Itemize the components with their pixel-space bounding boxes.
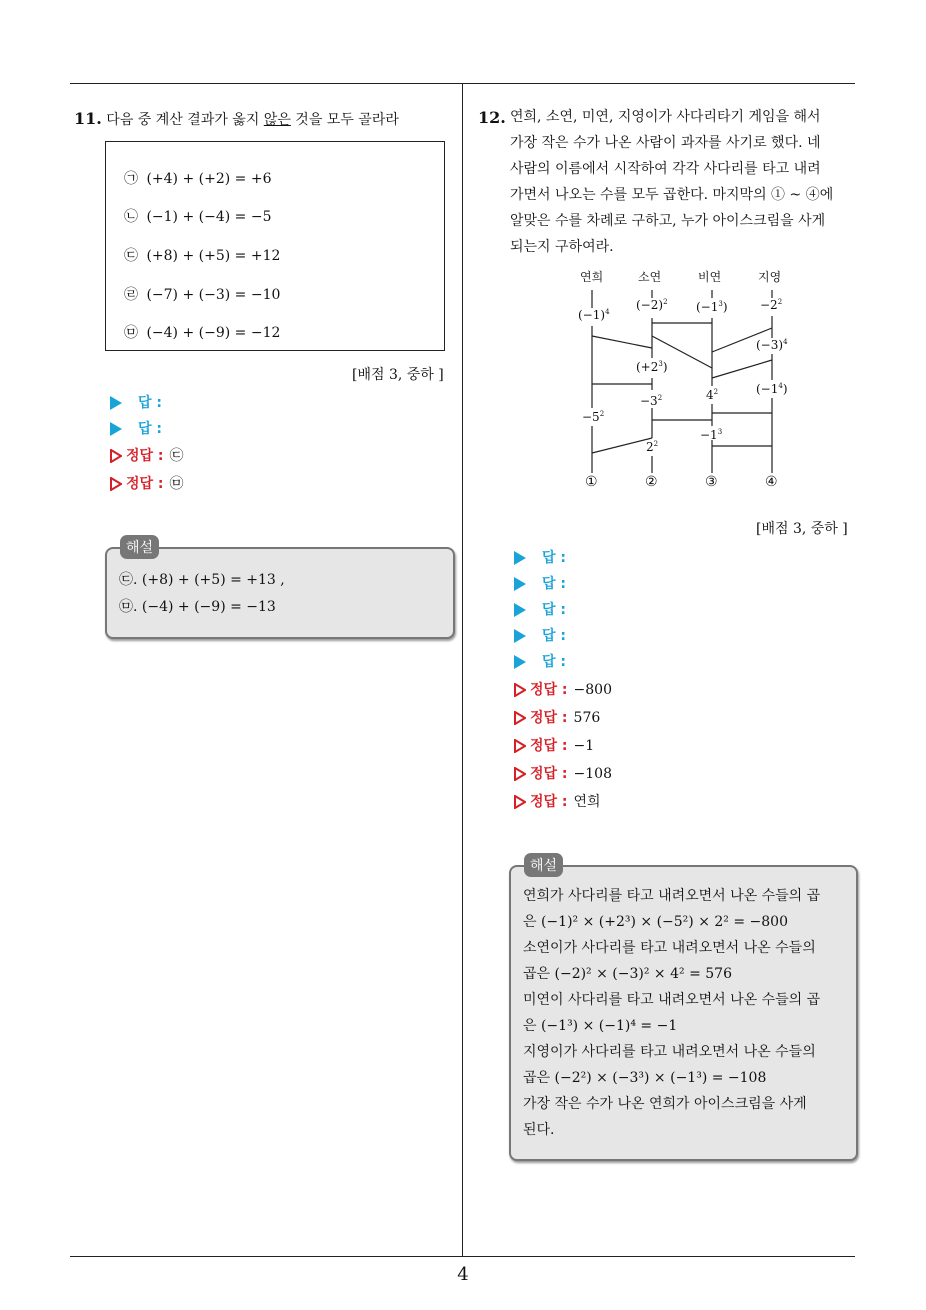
- q12-answer-row[interactable]: 답 :: [514, 573, 566, 593]
- q11-answer-row[interactable]: 답 :: [110, 418, 162, 438]
- play-icon: [514, 551, 526, 565]
- ladder-value: $(-1)^4$: [578, 308, 610, 322]
- play-icon: [110, 396, 122, 410]
- q11-explanation-line: ㉤. (−4) + (−9) = −13: [119, 599, 276, 615]
- q12-explanation-line: 지영이가 사다리를 타고 내려오면서 나온 수들의: [523, 1044, 816, 1060]
- q11-option: ㉢ (+8) + (+5) = +12: [124, 248, 281, 264]
- ladder-value: $(-3)^4$: [756, 338, 788, 352]
- q12-explanation-line: 된다.: [523, 1122, 555, 1138]
- ladder-diagram: [570, 268, 800, 493]
- play-icon: [514, 629, 526, 643]
- ladder-bottom: ③: [705, 474, 718, 490]
- page-number: 4: [457, 1264, 469, 1285]
- ladder-bottom: ①: [585, 474, 598, 490]
- outline-triangle-icon: [514, 683, 526, 697]
- play-icon: [514, 603, 526, 617]
- outline-triangle-icon: [514, 711, 526, 725]
- column-divider: [462, 83, 463, 1257]
- ladder-name: 지영: [758, 270, 782, 284]
- outline-triangle-icon: [514, 767, 526, 781]
- ladder-value: $(-1^3)$: [696, 300, 728, 314]
- ladder-value: $-2^2$: [760, 298, 783, 312]
- q11-number: 11.: [74, 109, 102, 128]
- ladder-value: $-3^2$: [640, 394, 663, 408]
- q11-score: [배점 3, 중하 ]: [352, 367, 444, 383]
- q11-explanation-box: [105, 547, 455, 639]
- q12-answer-row[interactable]: 답 :: [514, 599, 566, 619]
- q11-explanation-tag: 해설: [120, 535, 159, 559]
- ladder-value: $4^2$: [706, 388, 719, 402]
- q12-text: 연희, 소연, 미연, 지영이가 사다리타기 게임을 해서 가장 작은 수가 나온 사람이 과자를 사기로 했다. 네 사람의 이름에서 시작하여 각각 사다리를 타고 내려 가면서 나오는 수를 모두 곱한다. 마지막의 ① ~ ④에 알맞은 수를 차례로 구하고, 누가 아이스크림을 사게 되는지 구하여라.: [510, 109, 834, 255]
- q12-answer-row[interactable]: 답 :: [514, 651, 566, 671]
- q12-answer-row[interactable]: 답 :: [514, 625, 566, 645]
- outline-triangle-icon: [110, 477, 122, 491]
- ladder-value: $-1^3$: [700, 428, 723, 442]
- q12-explanation-line: 연희가 사다리를 타고 내려오면서 나온 수들의 곱: [523, 888, 821, 904]
- q12-explanation-line: 곱은 (−2²) × (−3³) × (−1³) = −108: [523, 1070, 767, 1086]
- ladder-value: $2^2$: [646, 440, 659, 454]
- ladder-value: $-5^2$: [582, 410, 605, 424]
- q12-correct-row: 정답 : −800: [514, 679, 612, 699]
- q12-correct-row: 정답 : −108: [514, 763, 612, 783]
- q12-score: [배점 3, 중하 ]: [756, 521, 848, 537]
- q11-option: ㉣ (−7) + (−3) = −10: [124, 287, 281, 303]
- q12-answer-row[interactable]: 답 :: [514, 547, 566, 567]
- q12-explanation-line: 가장 작은 수가 나온 연희가 아이스크림을 사게: [523, 1096, 807, 1112]
- q12-explanation-line: 미연이 사다리를 타고 내려오면서 나온 수들의 곱: [523, 992, 821, 1008]
- q11-option: ㉤ (−4) + (−9) = −12: [124, 325, 281, 341]
- ladder-bottom: ④: [765, 474, 778, 490]
- outline-triangle-icon: [514, 795, 526, 809]
- q11-correct-row: 정답 : ㉢: [110, 445, 184, 465]
- q11-options-box: [105, 141, 445, 351]
- ladder-value: $(-2)^2$: [636, 298, 668, 312]
- ladder-name: 연희: [580, 270, 604, 284]
- q12-correct-row: 정답 : −1: [514, 735, 594, 755]
- ladder-bottom: ②: [645, 474, 658, 490]
- q11-option: ㉡ (−1) + (−4) = −5: [124, 209, 272, 225]
- q11-explanation-line: ㉢. (+8) + (+5) = +13 ,: [119, 572, 285, 588]
- q11-option: ㉠ (+4) + (+2) = +6: [124, 171, 272, 187]
- q12-correct-row: 정답 : 576: [514, 707, 600, 727]
- ladder-value: $(+2^3)$: [636, 360, 668, 374]
- outline-triangle-icon: [110, 449, 122, 463]
- q11-answer-row[interactable]: 답 :: [110, 392, 162, 412]
- q12-explanation-box: [509, 865, 858, 1161]
- play-icon: [514, 577, 526, 591]
- play-icon: [110, 422, 122, 436]
- q12-explanation-line: 곱은 (−2)² × (−3)² × 4² = 576: [523, 966, 732, 982]
- q12-explanation-line: 소연이가 사다리를 타고 내려오면서 나온 수들의: [523, 940, 816, 956]
- q12-correct-row: 정답 : 연희: [514, 791, 601, 811]
- ladder-value: $(-1^4)$: [756, 382, 788, 396]
- ladder-name: 비연: [698, 270, 722, 284]
- q12-explanation-tag: 해설: [524, 853, 563, 877]
- ladder-name: 소연: [638, 270, 662, 284]
- q12-number: 12.: [478, 108, 506, 127]
- outline-triangle-icon: [514, 739, 526, 753]
- q11-correct-row: 정답 : ㉤: [110, 473, 184, 493]
- q12-explanation-line: 은 (−1³) × (−1)⁴ = −1: [523, 1018, 678, 1034]
- q11-text: 다음 중 계산 결과가 옳지 않은 것을 모두 골라라: [106, 112, 399, 128]
- q11-header: [74, 106, 399, 133]
- play-icon: [514, 655, 526, 669]
- q12-explanation-line: 은 (−1)² × (+2³) × (−5²) × 2² = −800: [523, 914, 788, 930]
